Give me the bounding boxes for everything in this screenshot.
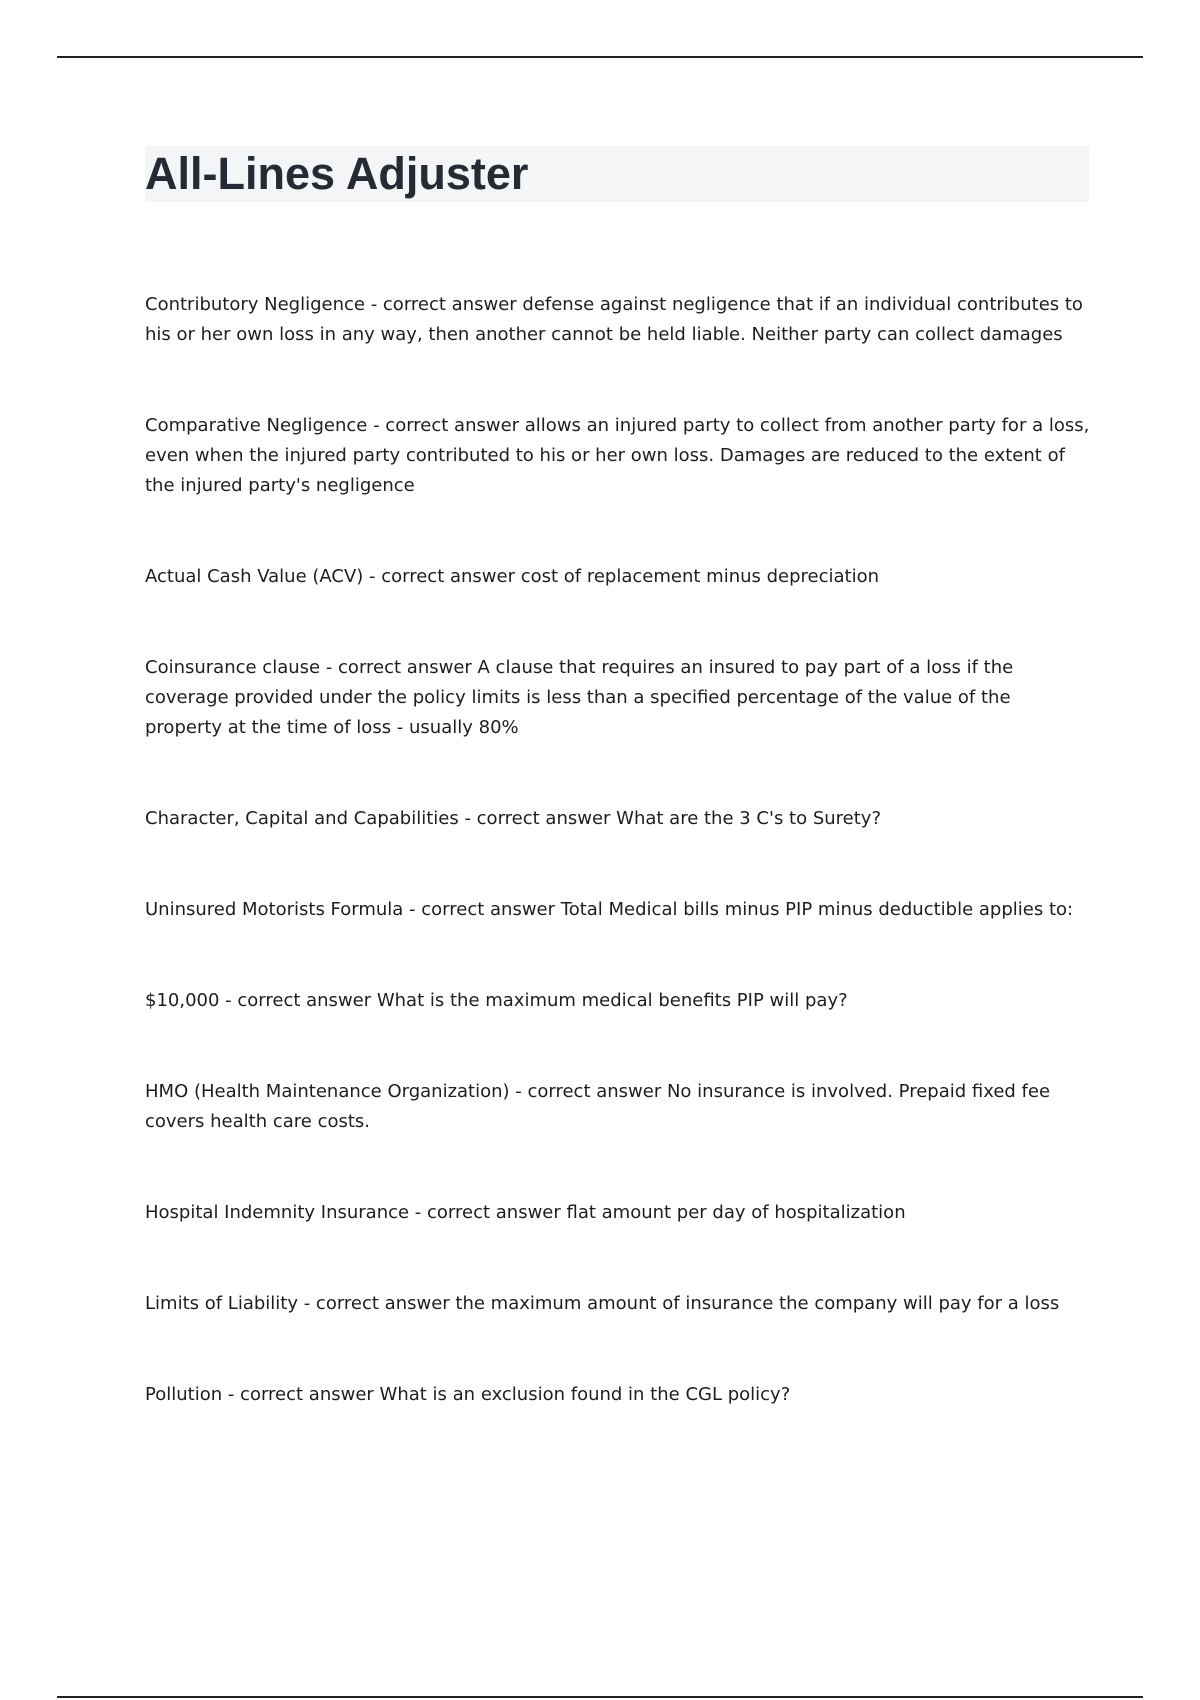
flashcard-entry-hospital-indemnity: Hospital Indemnity Insurance - correct answer flat amount per day of hospitalization bbox=[145, 1202, 906, 1223]
flashcard-entry-contributory-negligence: Contributory Negligence - correct answer defense against negligence that if an individual contributes to his or her own loss in any way, then another cannot be held liable. Neither party can collect damages bbox=[145, 294, 1083, 345]
flashcard-entry-pip-maximum: $10,000 - correct answer What is the maximum medical benefits PIP will pay? bbox=[145, 990, 848, 1011]
bottom-rule bbox=[57, 1696, 1143, 1698]
flashcard-entry-comparative-negligence: Comparative Negligence - correct answer allows an injured party to collect from another party for a loss, even when the injured party contributed to his or her own loss. Damages are reduced to the extent of the injured party's negligence bbox=[145, 415, 1090, 496]
flashcard-entry-limits-of-liability: Limits of Liability - correct answer the maximum amount of insurance the company will pay for a loss bbox=[145, 1293, 1060, 1314]
document-title: All-Lines Adjuster bbox=[145, 148, 529, 199]
top-rule bbox=[57, 56, 1143, 58]
flashcard-entry-hmo: HMO (Health Maintenance Organization) - correct answer No insurance is involved. Prepaid fixed fee covers health care costs. bbox=[145, 1081, 1051, 1132]
flashcard-entry-pollution: Pollution - correct answer What is an exclusion found in the CGL policy? bbox=[145, 1384, 791, 1405]
flashcard-entry-actual-cash-value: Actual Cash Value (ACV) - correct answer cost of replacement minus depreciation bbox=[145, 566, 880, 587]
flashcard-entry-uninsured-motorists: Uninsured Motorists Formula - correct answer Total Medical bills minus PIP minus deductible applies to: bbox=[145, 899, 1074, 920]
flashcard-list bbox=[145, 290, 1090, 1471]
flashcard-entry-three-cs-surety: Character, Capital and Capabilities - correct answer What are the 3 C's to Surety? bbox=[145, 808, 882, 829]
flashcard-entry-coinsurance-clause: Coinsurance clause - correct answer A clause that requires an insured to pay part of a loss if the coverage provided under the policy limits is less than a specified percentage of the value of the property at the time of loss - usually 80% bbox=[145, 657, 1014, 738]
